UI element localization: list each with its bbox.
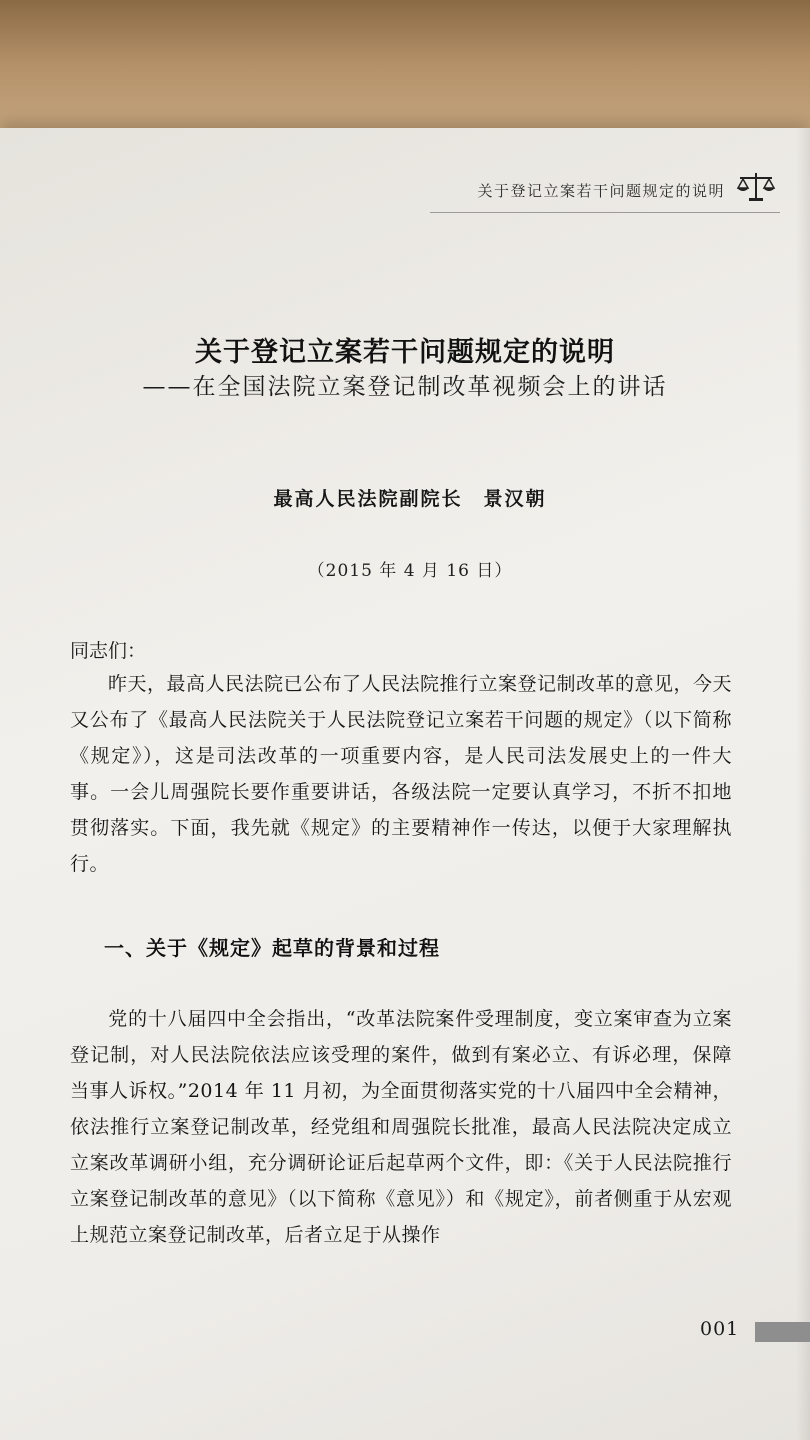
page-tab-marker [755,1322,810,1342]
article-title: 关于登记立案若干问题规定的说明 [195,337,615,368]
body-paragraph-2 [70,1001,732,1253]
scales-of-justice-icon [736,170,776,204]
article-subtitle: ——在全国法院立案登记制改革视频会上的讲话 [142,374,668,400]
section-heading: 一、关于《规定》起草的背景和过程 [104,936,440,960]
speech-date: （2015 年 4 月 16 日） [307,561,513,581]
tabletop-background [0,0,810,140]
header-rule [430,212,780,213]
greeting: 同志们： [70,640,147,662]
page-edge-shadow [796,128,810,1440]
body-paragraph-1 [70,666,732,882]
page-number: 001 [700,1318,740,1340]
body-paragraph-2-text: 党的十八届四中全会指出，“改革法院案件受理制度，变立案审查为立案登记制，对人民法院依法应该受理的案件，做到有案必立、有诉必理，保障当事人诉权。”2014 年 11 月初，为全面贯彻落实党的十八届四中全会精神，依法推行立案登记制改革，经党组和周强院长批准，最高人民法院决定成立立案改革调研小组，充分调研论证后起草两个文件，即：《关于人民法院推行立案登记制改革的意见》（以下简称《意见》）和《规定》，前者侧重于从宏观上规范立案登记制改革，后者立足于从操作 [70,1008,732,1246]
author-line: 最高人民法院副院长 景汉朝 [273,488,547,510]
body-paragraph-1-text: 昨天，最高人民法院已公布了人民法院推行立案登记制改革的意见，今天又公布了《最高人民法院关于人民法院登记立案若干问题的规定》（以下简称《规定》），这是司法改革的一项重要内容，是人民司法发展史上的一件大事。一会儿周强院长要作重要讲话，各级法院一定要认真学习，不折不扣地贯彻落实。下面，我先就《规定》的主要精神作一传达，以便于大家理解执行。 [70,673,733,875]
running-head: 关于登记立案若干问题规定的说明 [477,182,725,200]
